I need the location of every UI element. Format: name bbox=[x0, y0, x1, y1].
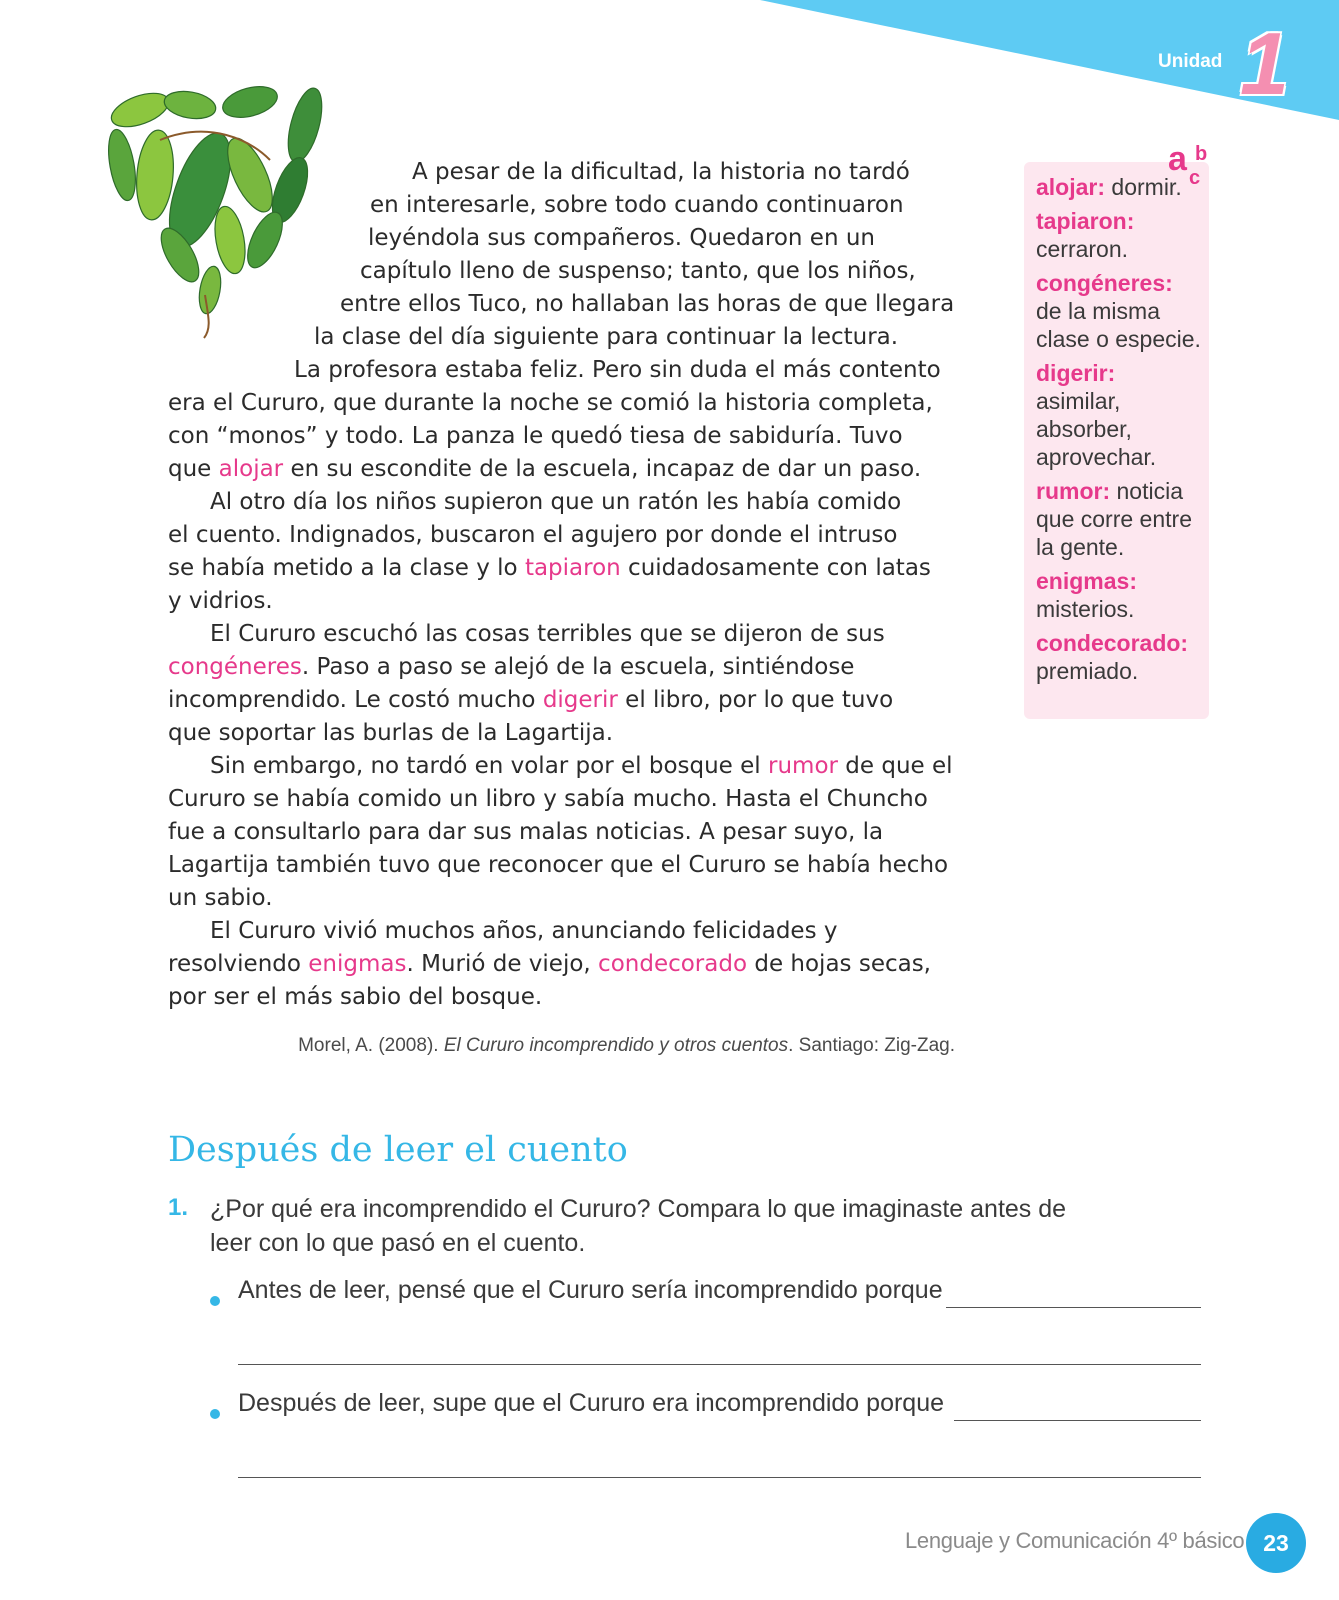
glossary-definition: aprovechar. bbox=[1036, 444, 1157, 470]
glossary-definition: de la misma bbox=[1036, 298, 1160, 324]
unit-number: 1 bbox=[1240, 14, 1289, 113]
story-text-segment: resolviendo bbox=[168, 951, 309, 977]
glossary-term: congéneres: bbox=[1036, 270, 1173, 296]
story-text-segment: que bbox=[168, 456, 219, 482]
story-text-segment: A pesar de la dificultad, la historia no tardó bbox=[412, 159, 910, 185]
story-line bbox=[168, 552, 968, 585]
glossary-line bbox=[1036, 298, 1160, 325]
story-line bbox=[168, 156, 968, 189]
glossary-line bbox=[1036, 506, 1192, 533]
story-line bbox=[168, 222, 968, 255]
glossary-line bbox=[1036, 416, 1132, 443]
glossary-line bbox=[1036, 534, 1124, 561]
glossary-line bbox=[1036, 596, 1134, 623]
story-line bbox=[168, 189, 968, 222]
story-text-segment: un sabio. bbox=[168, 885, 273, 911]
story-text-segment: el cuento. Indignados, buscaron el agujero por donde el intruso bbox=[168, 522, 898, 548]
page-number: 23 bbox=[1246, 1513, 1306, 1573]
glossary-definition: misterios. bbox=[1036, 596, 1135, 622]
glossary-line bbox=[1036, 360, 1115, 387]
citation: Morel, A. (2008). El Cururo incomprendido y otros cuentos. Santiago: Zig-Zag. bbox=[298, 1035, 955, 1056]
answer-line-2a[interactable] bbox=[954, 1420, 1201, 1421]
story-text-segment: El Cururo vivió muchos años, anunciando felicidades y bbox=[210, 918, 838, 944]
glossary-line bbox=[1036, 444, 1156, 471]
vocabulary-word: tapiaron bbox=[524, 555, 621, 581]
glossary-term: enigmas: bbox=[1036, 568, 1137, 594]
glossary-line bbox=[1036, 326, 1201, 353]
glossary-definition: cerraron. bbox=[1036, 236, 1129, 262]
story-line bbox=[168, 915, 968, 948]
story-text-segment: capítulo lleno de suspenso; tanto, que los niños, bbox=[360, 258, 916, 284]
story-line bbox=[168, 717, 968, 750]
glossary-definition: la gente. bbox=[1036, 534, 1125, 560]
story-line bbox=[168, 750, 968, 783]
story-text-segment: con “monos” y todo. La panza le quedó tiesa de sabiduría. Tuvo bbox=[168, 423, 903, 449]
bullet-icon bbox=[210, 1409, 220, 1419]
glossary-definition: dormir. bbox=[1105, 174, 1182, 200]
glossary-line bbox=[1036, 478, 1183, 505]
answer-line-1a[interactable] bbox=[946, 1307, 1201, 1308]
question-number: 1. bbox=[168, 1194, 189, 1221]
story-line bbox=[168, 981, 968, 1014]
story-text-segment: por ser el más sabio del bosque. bbox=[168, 984, 543, 1010]
glossary-line bbox=[1036, 630, 1188, 657]
story-text-segment: entre ellos Tuco, no hallaban las horas de que llegara bbox=[340, 291, 955, 317]
story-line bbox=[168, 849, 968, 882]
story-text-segment: Lagartija también tuvo que reconocer que el Cururo se había hecho bbox=[168, 852, 949, 878]
story-line bbox=[168, 618, 968, 651]
glossary-definition: que corre entre bbox=[1036, 506, 1192, 532]
glossary-line bbox=[1036, 568, 1137, 595]
story-line bbox=[168, 816, 968, 849]
answer-line-1b[interactable] bbox=[238, 1364, 1201, 1365]
story-text-segment: El Cururo escuchó las cosas terribles que se dijeron de sus bbox=[210, 621, 885, 647]
svg-text:b: b bbox=[1195, 143, 1208, 165]
vocabulary-word: enigmas bbox=[308, 951, 407, 977]
story-line bbox=[168, 321, 968, 354]
glossary-definition: premiado. bbox=[1036, 658, 1139, 684]
story-line bbox=[168, 255, 968, 288]
story-text-segment: que soportar las burlas de la Lagartija. bbox=[168, 720, 614, 746]
story-line bbox=[168, 684, 968, 717]
glossary-line bbox=[1036, 236, 1128, 263]
story-text-segment: incomprendido. Le costó mucho bbox=[168, 687, 543, 713]
glossary-definition: absorber, bbox=[1036, 416, 1132, 442]
story-text-segment: fue a consultarlo para dar sus malas noticias. A pesar suyo, la bbox=[168, 819, 884, 845]
story-text-segment: el libro, por lo que tuvo bbox=[617, 687, 894, 713]
glossary-line bbox=[1036, 208, 1134, 235]
answer-line-2b[interactable] bbox=[238, 1477, 1201, 1478]
question-text: ¿Por qué era incomprendido el Cururo? Compara lo que imaginaste antes de leer con lo que pasó en el cuento. bbox=[210, 1195, 1067, 1257]
glossary-definition: noticia bbox=[1110, 478, 1183, 504]
glossary-term: digerir: bbox=[1036, 360, 1116, 386]
story-line bbox=[168, 387, 968, 420]
prompt-before-reading: Antes de leer, pensé que el Cururo sería incomprendido porque bbox=[238, 1276, 943, 1304]
bullet-icon bbox=[210, 1296, 220, 1306]
svg-text:c: c bbox=[1189, 167, 1201, 188]
glossary-line bbox=[1036, 388, 1120, 415]
story-text-segment: leyéndola sus compañeros. Quedaron en un bbox=[368, 225, 875, 251]
story-text-segment: se había metido a la clase y lo bbox=[168, 555, 525, 581]
story-line bbox=[168, 288, 968, 321]
glossary-line bbox=[1036, 270, 1173, 297]
story-line bbox=[168, 585, 968, 618]
glossary-definition: asimilar, bbox=[1036, 388, 1121, 414]
story-line bbox=[168, 486, 968, 519]
story-line bbox=[168, 651, 968, 684]
story-text-segment: en interesarle, sobre todo cuando continuaron bbox=[370, 192, 904, 218]
unit-label: Unidad bbox=[1158, 51, 1223, 72]
story-text-segment: . Murió de viejo, bbox=[406, 951, 599, 977]
glossary-term: condecorado: bbox=[1036, 630, 1189, 656]
story-line bbox=[168, 519, 968, 552]
story-text-segment: y vidrios. bbox=[168, 588, 273, 614]
story-line bbox=[168, 948, 968, 981]
story-text-segment: era el Cururo, que durante la noche se comió la historia completa, bbox=[168, 390, 933, 416]
story-line bbox=[168, 354, 968, 387]
story-text-segment: . Paso a paso se alejó de la escuela, sintiéndose bbox=[301, 654, 855, 680]
story-line bbox=[168, 882, 968, 915]
story-line bbox=[168, 420, 968, 453]
story-text-segment: Sin embargo, no tardó en volar por el bosque el bbox=[210, 753, 768, 779]
story-text-segment: cuidadosamente con latas bbox=[620, 555, 931, 581]
story-line bbox=[168, 453, 968, 486]
story-text-segment: la clase del día siguiente para continuar la lectura. bbox=[314, 324, 899, 350]
story-text-segment: La profesora estaba feliz. Pero sin duda el más contento bbox=[294, 357, 941, 383]
glossary-term: rumor: bbox=[1036, 478, 1111, 504]
story-line bbox=[168, 783, 968, 816]
vocabulary-word: congéneres bbox=[168, 654, 302, 680]
story-text-segment: en su escondite de la escuela, incapaz de dar un paso. bbox=[283, 456, 922, 482]
vocabulary-word: alojar bbox=[218, 456, 284, 482]
glossary-line bbox=[1036, 174, 1182, 201]
story-text-segment: Cururo se había comido un libro y sabía mucho. Hasta el Chuncho bbox=[168, 786, 928, 812]
glossary-line bbox=[1036, 658, 1138, 685]
section-title: Después de leer el cuento bbox=[168, 1130, 628, 1170]
vocabulary-word: rumor bbox=[768, 753, 838, 779]
glossary-term: alojar: bbox=[1036, 174, 1106, 200]
svg-text:a: a bbox=[1168, 140, 1187, 178]
story-text-segment: Al otro día los niños supieron que un ratón les había comido bbox=[210, 489, 902, 515]
story-text-segment: de que el bbox=[837, 753, 953, 779]
glossary-term: tapiaron: bbox=[1036, 208, 1135, 234]
glossary-definition: clase o especie. bbox=[1036, 326, 1201, 352]
vocabulary-word: condecorado bbox=[598, 951, 748, 977]
prompt-after-reading: Después de leer, supe que el Cururo era incomprendido porque bbox=[238, 1389, 945, 1417]
story-text-segment: de hojas secas, bbox=[747, 951, 931, 977]
vocabulary-word: digerir bbox=[542, 687, 618, 713]
book-title: Lenguaje y Comunicación 4º básico bbox=[905, 1528, 1245, 1553]
story-text bbox=[168, 156, 968, 1014]
